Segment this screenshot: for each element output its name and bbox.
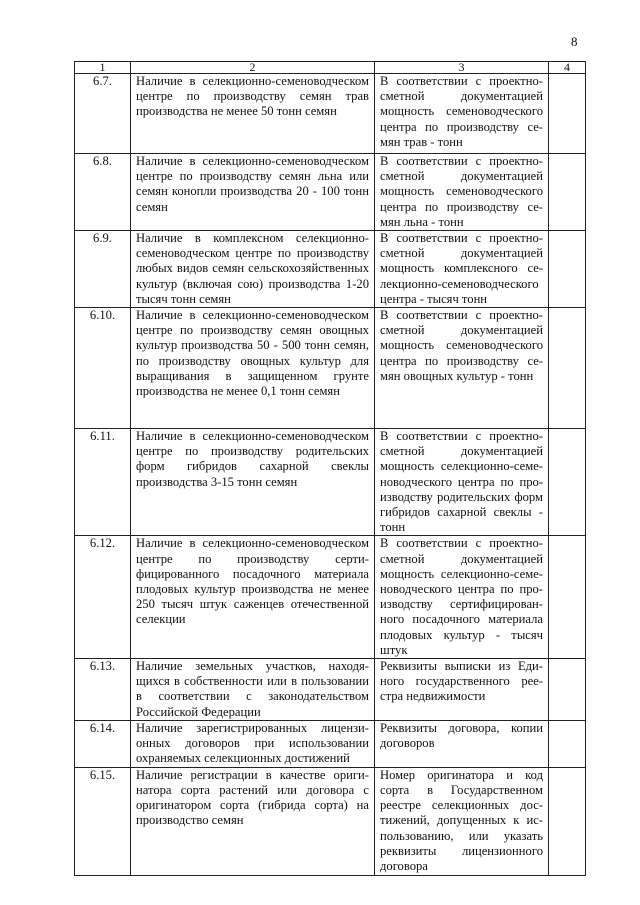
table-row [75,154,586,231]
row-document: В соответствии с проектно-сметной документацией мощность семеноводческого центра по производству семян трав - тонн [375,74,549,154]
row-requirement: Наличие в селекционно-семеноводческом центре по производству семян льна или семян конопли производства 20 - 100 тонн семян [131,154,375,231]
row-document: Номер оригинатора и код сорта в Государственном реестре селекционных достижений, допущенных к использованию, или указать реквизиты лицензионного договора [375,767,549,875]
table-header-row [75,62,586,74]
row-number: 6.11. [75,429,131,536]
row-document: В соответствии с проектно-сметной документацией мощность семеноводческого центра по производству семян овощных культур - тонн [375,308,549,429]
table-row [75,308,586,429]
row-number: 6.9. [75,231,131,308]
row-mark [549,308,586,429]
row-requirement: Наличие в селекционно-семеноводческом центре по производству семян овощных культур производства 50 - 500 тонн семян, по производству овощных культур для выращивания в защищенном грунте производства не менее 0,1 тонн семян [131,308,375,429]
row-document: Реквизиты выписки из Единого государственного реестра недвижимости [375,659,549,721]
row-mark [549,231,586,308]
row-requirement: Наличие регистрации в качестве оригинатора сорта растений или договора с оригинатором сорта (гибрида сорта) на производство семян [131,767,375,875]
row-number: 6.10. [75,308,131,429]
row-mark [549,659,586,721]
table-row [75,767,586,875]
row-mark [549,721,586,768]
table-row [75,231,586,308]
row-mark [549,767,586,875]
row-number: 6.12. [75,536,131,659]
column-header-1: 1 [75,62,131,74]
row-number: 6.8. [75,154,131,231]
row-number: 6.15. [75,767,131,875]
column-header-3: 3 [375,62,549,74]
row-mark [549,74,586,154]
row-document: В соответствии с проектно-сметной документацией мощность селекционно-семеноводческого центра по производству сертифицированного посадочного материала плодовых культур - тысяч штук [375,536,549,659]
row-document: Реквизиты договора, копии договоров [375,721,549,768]
row-document: В соответствии с проектно-сметной документацией мощность селекционно-семеноводческого центра по производству родительских форм гибридов сахарной свеклы - тонн [375,429,549,536]
row-number: 6.13. [75,659,131,721]
column-header-4: 4 [549,62,586,74]
table-row [75,429,586,536]
row-number: 6.14. [75,721,131,768]
row-requirement: Наличие земельных участков, находящихся в собственности или в пользовании в соответствии с законодательством Российской Федерации [131,659,375,721]
row-number: 6.7. [75,74,131,154]
row-mark [549,536,586,659]
row-mark [549,429,586,536]
row-requirement: Наличие в селекционно-семеноводческом центре по производству семян трав производства не менее 50 тонн семян [131,74,375,154]
page-number: 8 [571,34,578,49]
table-row [75,74,586,154]
row-requirement: Наличие в селекционно-семеноводческом центре по производству сертифицированного посадочного материала плодовых культур производства не менее 250 тысяч штук саженцев отечественной селекции [131,536,375,659]
row-requirement: Наличие зарегистрированных лицензионных договоров при использовании охраняемых селекционных достижений [131,721,375,768]
row-document: В соответствии с проектно-сметной документацией мощность семеноводческого центра по производству семян льна - тонн [375,154,549,231]
row-mark [549,154,586,231]
table-row [75,659,586,721]
row-requirement: Наличие в комплексном селекционно-семеноводческом центре по производству любых видов семян сельскохозяйственных культур (включая сою) производства 1-20 тысяч тонн семян [131,231,375,308]
requirements-table [74,61,586,876]
table-row [75,536,586,659]
row-requirement: Наличие в селекционно-семеноводческом центре по производству родительских форм гибридов сахарной свеклы производства 3-15 тонн семян [131,429,375,536]
row-document: В соответствии с проектно-сметной документацией мощность комплексного селекционно-семеноводческого центра - тысяч тонн [375,231,549,308]
table-row [75,721,586,768]
column-header-2: 2 [131,62,375,74]
